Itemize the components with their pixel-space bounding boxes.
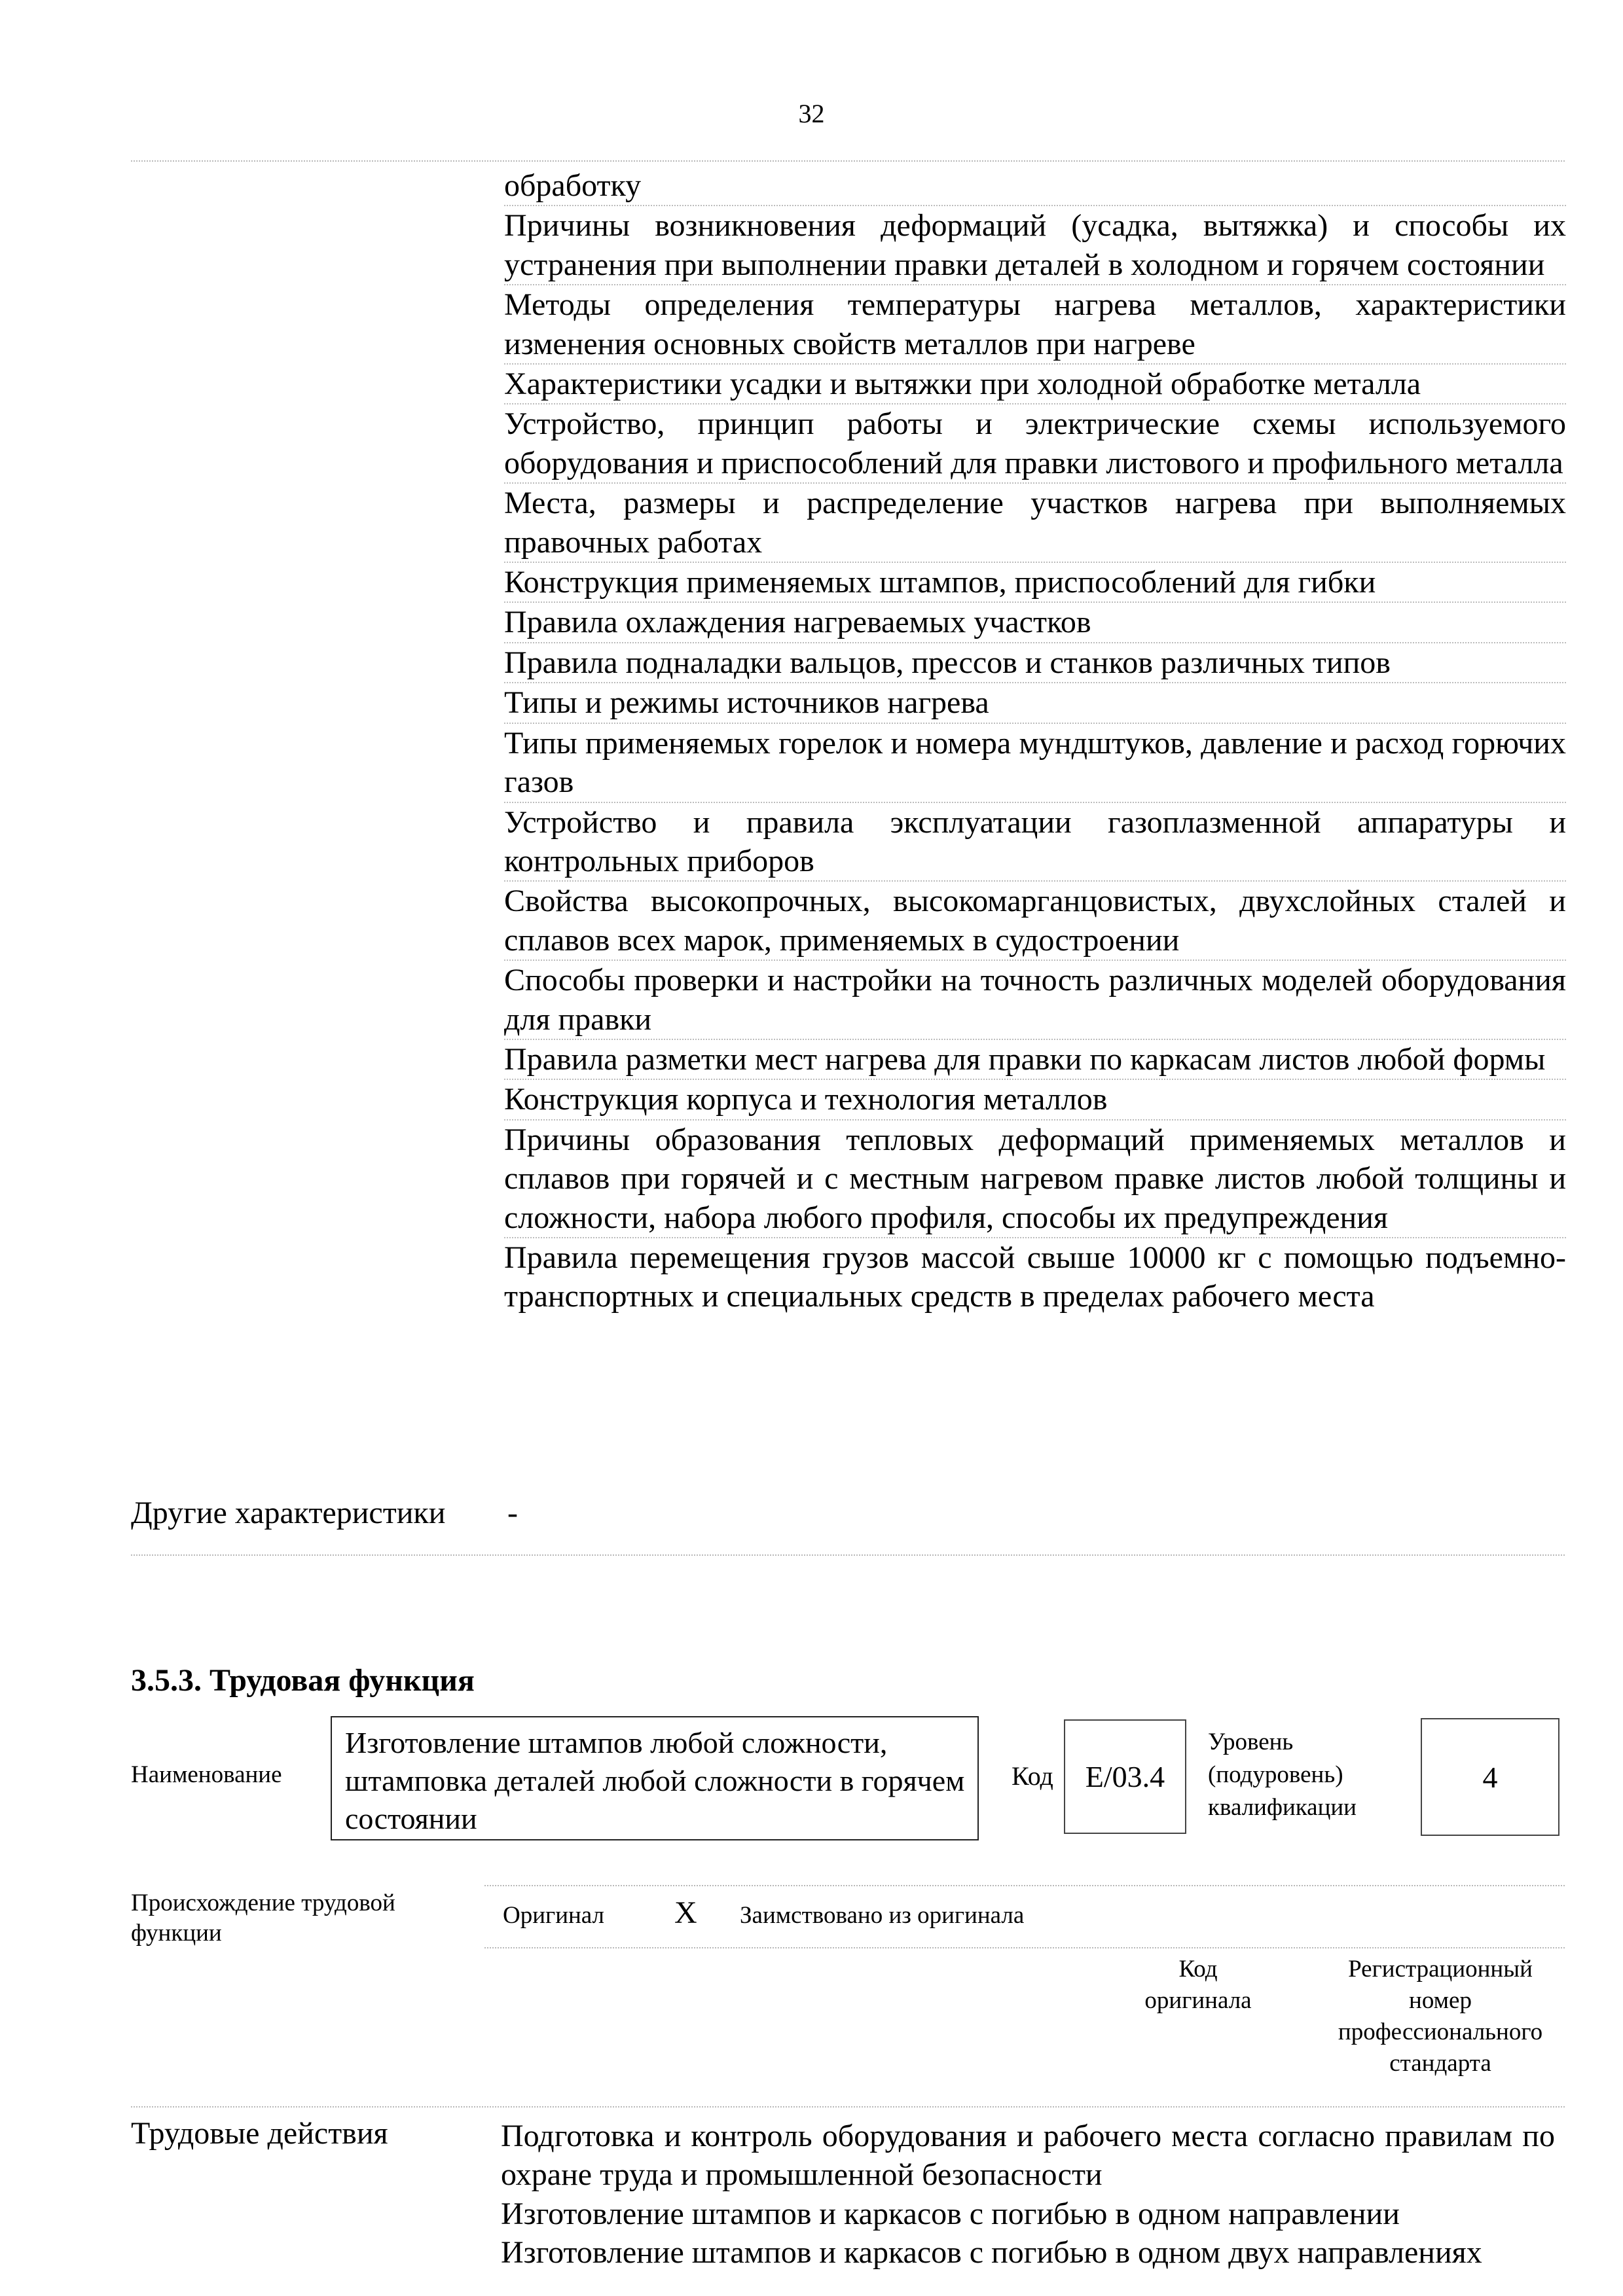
knowledge-item: Типы применяемых горелок и номера мундштуков, давление и расход горючих газов [504, 724, 1566, 803]
knowledge-item: Свойства высокопрочных, высокомарганцовистых, двухслойных сталей и сплавов всех марок, применяемых в судостроении [504, 882, 1566, 961]
knowledge-item: Правила разметки мест нагрева для правки по каркасам листов любой формы [504, 1040, 1566, 1080]
knowledge-item: Места, размеры и распределение участков нагрева при выполняемых правочных работах [504, 484, 1566, 563]
labor-actions-label: Трудовые действия [131, 2116, 388, 2151]
qualification-level-box: 4 [1421, 1718, 1559, 1836]
knowledge-item: Конструкция корпуса и технология металлов [504, 1080, 1566, 1120]
actions-top-line [131, 2106, 1565, 2108]
origin-label: Происхождение трудовой функции [131, 1890, 395, 1946]
origin-original-mark: X [674, 1895, 697, 1930]
origin-top-line [484, 1885, 1565, 1886]
section-divider [131, 1554, 1565, 1556]
page-number: 32 [798, 99, 825, 128]
knowledge-item: Типы и режимы источников нагрева [504, 683, 1566, 723]
knowledge-list [504, 166, 1566, 1316]
top-divider [131, 160, 1565, 162]
knowledge-item: обработку [504, 166, 1566, 206]
knowledge-item: Методы определения температуры нагрева металлов, характеристики изменения основных свойств металлов при нагреве [504, 285, 1566, 365]
knowledge-item: Правила перемещения грузов массой свыше 10000 кг с помощью подъемно-транспортных и специальных средств в пределах рабочего места [504, 1240, 1566, 1314]
function-code-box: E/03.4 [1064, 1719, 1186, 1834]
level-label: Уровень (подуровень) квалификации [1208, 1729, 1357, 1821]
knowledge-item: Способы проверки и настройки на точность различных моделей оборудования для правки [504, 961, 1566, 1040]
code-label: Код [1012, 1761, 1053, 1791]
origin-borrowed-option: Заимствовано из оригинала [740, 1902, 1025, 1929]
knowledge-item: Причины образования тепловых деформаций применяемых металлов и сплавов при горячей и с местным нагревом правке листов любой толщины и сложности, набора любого профиля, способы их предупреждения [504, 1121, 1566, 1238]
labor-action-item: Изготовление штампов и каркасов с погибью в одном двух направлениях [501, 2235, 1482, 2270]
knowledge-item: Правила охлаждения нагреваемых участков [504, 603, 1566, 643]
other-characteristics-value: - [507, 1496, 518, 1530]
knowledge-item: Правила подналадки вальцов, прессов и станков различных типов [504, 643, 1566, 683]
name-label: Наименование [131, 1761, 282, 1788]
other-characteristics-label: Другие характеристики [131, 1496, 446, 1530]
original-code-caption: Код оригинала [1144, 1956, 1252, 2014]
section-title: 3.5.3. Трудовая функция [131, 1663, 475, 1698]
function-name-box: Изготовление штампов любой сложности, штамповка деталей любой сложности в горячем состоянии [331, 1716, 979, 1840]
origin-original-option: Оригинал [503, 1902, 605, 1929]
knowledge-item: Причины возникновения деформаций (усадка, вытяжка) и способы их устранения при выполнении правки деталей в холодном и горячем состоянии [504, 206, 1566, 285]
origin-bottom-line [484, 1947, 1565, 1948]
knowledge-item: Конструкция применяемых штампов, приспособлений для гибки [504, 563, 1566, 603]
labor-action-item: Изготовление штампов и каркасов с погибью в одном направлении [501, 2196, 1400, 2231]
knowledge-item: Устройство, принцип работы и электрические схемы используемого оборудования и приспособлений для правки листового и профильного металла [504, 404, 1566, 484]
labor-action-item: Подготовка и контроль оборудования и рабочего места согласно правилам по охране труда и промышленной безопасности [501, 2119, 1555, 2193]
registration-number-caption: Регистрационный номер профессионального стандарта [1338, 1956, 1543, 2077]
labor-actions-list [501, 2117, 1555, 2272]
knowledge-item: Характеристики усадки и вытяжки при холодной обработке металла [504, 365, 1566, 404]
knowledge-item: Устройство и правила эксплуатации газоплазменной аппаратуры и контрольных приборов [504, 803, 1566, 882]
